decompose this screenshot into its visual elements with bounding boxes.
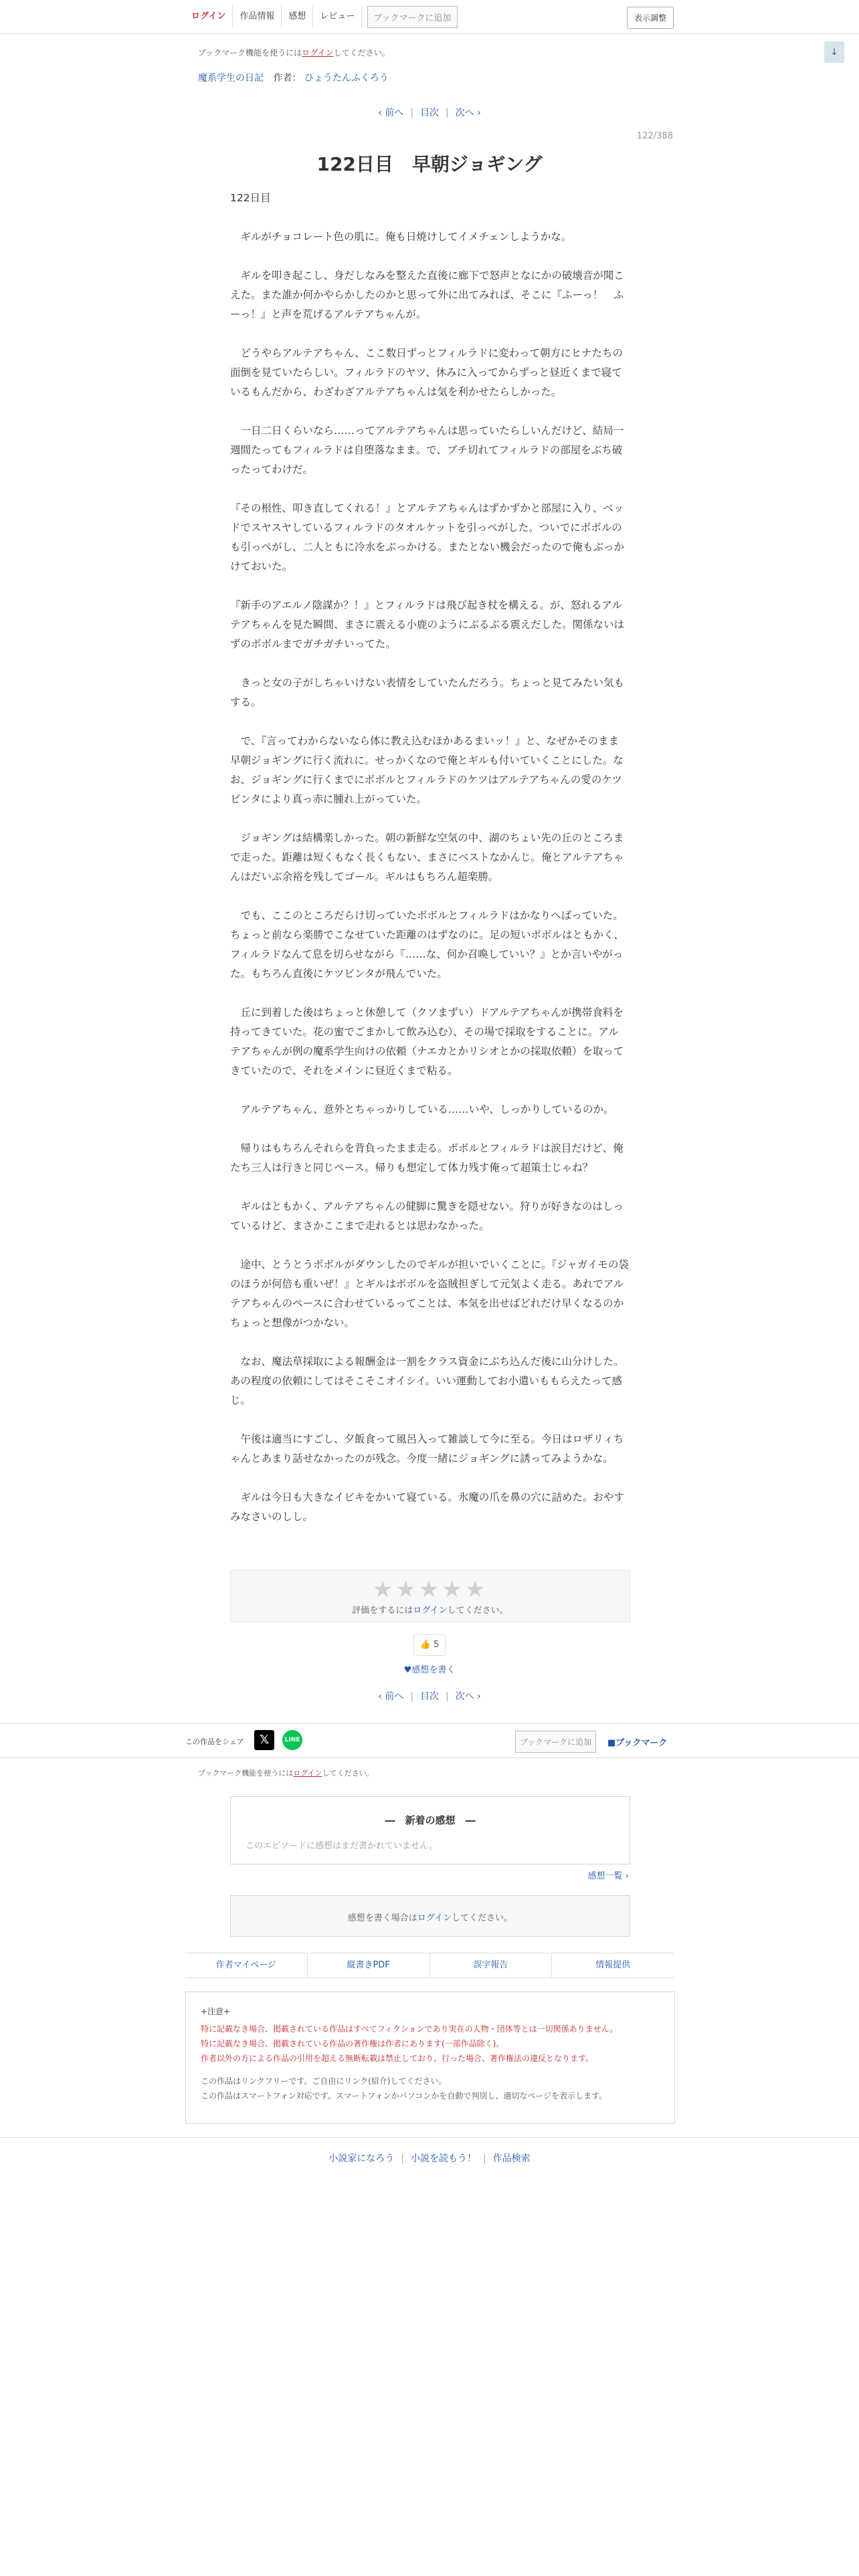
- bookmark-link[interactable]: ■ブックマーク: [607, 1738, 668, 1748]
- top-nav: [185, 5, 458, 28]
- body-paragraph: ギルは今日も大きなイビキをかいて寝ている。氷魔の爪を鼻の穴に詰めた。おやすみなさいのしし。: [230, 1491, 624, 1523]
- body-paragraph: きっと女の子がしちゃいけない表情をしていたんだろう。ちょっと見てみたい気もする。: [230, 677, 625, 708]
- pager-top: ‹ 前へ | 目次 | 次へ ›: [378, 108, 481, 118]
- body-paragraph: 途中、とうとうボボルがダウンしたのでギルが担いでいくことに。『ジャガイモの袋のほうが何倍も重いぜ！』とギルはボボルを盗賊担ぎして元気よく走る。あれでアルテアちゃんのペースに合わせているってことは、本気を出せばどれだけ早くなるのかちょっと想像がつかない。: [230, 1259, 629, 1329]
- rating-suffix: してください。: [447, 1606, 508, 1616]
- notes-red-line: 特に記載なき場合、掲載されている作品の著作権は作者にあります(一部作品除く)。: [201, 2039, 504, 2048]
- next-link[interactable]: 次へ ›: [455, 108, 481, 118]
- x-share-icon[interactable]: 𝕏: [254, 1730, 274, 1750]
- body-paragraph: 帰りはもちろんそれらを背負ったまま走る。ボボルとフィルラドは涙目だけど、俺たち三人は行きと同じペース。帰りも想定して体力残す俺って超策士じゃね？: [230, 1142, 624, 1174]
- notes-red-line: 特に記載なき場合、掲載されている作品はすべてフィクションであり実在の人物・団体等とは一切関係ありません。: [201, 2024, 618, 2034]
- notes-heading: +注意+: [201, 2007, 231, 2016]
- review-link[interactable]: レビュー: [313, 5, 362, 28]
- info-provide-link[interactable]: 情報提供: [595, 1960, 631, 1970]
- tools-bar: [185, 1953, 674, 1978]
- latest-title: ― 新着の感想 ―: [385, 1814, 476, 1826]
- pager-bottom: ‹ 前へ | 目次 | 次へ ›: [378, 1691, 481, 1702]
- rating-panel: [230, 1570, 630, 1622]
- thumbs-up-icon: 👍: [419, 1640, 431, 1650]
- notes-gray-line: この作品はスマートフォン対応です。スマートフォンかパソコンかを自動で判別し、適切なページを表示します。: [201, 2091, 607, 2101]
- footer-yomou-link[interactable]: 小説を読もう！: [411, 2153, 476, 2164]
- body-paragraph: 『その根性、叩き直してくれる！』とアルテアちゃんはずかずかと部屋に入り、ベッドでスヤスヤしているフィルラドのタオルケットを引っぺがした。ついでにボボルのも引っぺがし、二人ともに冷水をぶっかける。またとない機会だったので俺もぶっかけておいた。: [230, 502, 625, 572]
- prev-link[interactable]: ‹ 前へ: [378, 108, 404, 118]
- write-prefix: 感想を書く場合は: [347, 1913, 417, 1923]
- footer: 小説家になろう | 小説を読もう！ | 作品検索: [0, 2137, 859, 2175]
- rating-notice: [231, 1603, 630, 1616]
- notes-red-line: 作者以外の方による作品の引用を超える無断転載は禁止しており、行った場合、著作権法の違反となります。: [201, 2054, 594, 2063]
- body-paragraph: ギルを叩き起こし、身だしなみを整えた直後に廊下で怒声となにかの破壊音が聞こえた。また誰か何かやらかしたのかと思って外に出てみれば、そこに『ふーっ！ ふーっ！』と声を荒げるアルテアちゃんが。: [230, 270, 624, 320]
- body-paragraph: で、『言ってわからないなら体に教え込むほかあるまいッ！』と、なぜかそのまま早朝ジョギングに行く流れに。せっかくなので俺とギルも付いていくことにした。なお、ジョギングに行くまでにボボルとフィルラドのケツはアルテアちゃんの愛のケツビンタにより真っ赤に腫れ上がっていた。: [230, 735, 624, 805]
- work-info-line: [0, 71, 859, 84]
- prev-link-bottom[interactable]: ‹ 前へ: [378, 1691, 404, 1702]
- footer-narou-link[interactable]: 小説家になろう: [328, 2153, 395, 2164]
- latest-impressions-box: [230, 1796, 630, 1864]
- notes-box: [185, 1992, 675, 2124]
- login-link[interactable]: ログイン: [185, 5, 233, 28]
- body-paragraph: ジョギングは結構楽しかった。朝の新鮮な空気の中、湖のちょい先の丘のところまで走った。距離は短くもなく長くもない、まさにベストなかんじ。俺とアルテアちゃんはだいぶ余裕を残してゴール。ギルはもちろん超楽勝。: [230, 832, 624, 883]
- impressions-list-link[interactable]: 感想一覧 ›: [587, 1871, 629, 1881]
- work-title-link[interactable]: 魔系学生の日記: [198, 73, 264, 84]
- body-paragraph: 『新手のアエルノ陰謀か？！』とフィルラドは飛び起き杖を構える。が、怒れるアルテアちゃんを見た瞬間、まさに震える小鹿のようにぶるぶる震えだした。関係ないはずのボボルまでガチガチいってた。: [230, 599, 625, 650]
- notice-prefix: ブックマーク機能を使うには: [198, 48, 302, 58]
- scroll-down-icon[interactable]: ↓: [824, 41, 844, 63]
- body-paragraph: 丘に到着した後はちょっと休憩して（クソまずい）ドアルテアちゃんが携帯食料を持ってきていた。花の蜜でごまかして飲み込む）、その場で採取をすることに。アルテアちゃんが例の魔系学生向けの依頼（ナエカとかリシオとかの採取依頼）を取ってきていたので、それをメインに昼近くまで粘る。: [230, 1006, 624, 1077]
- write-impression-link[interactable]: ♥感想を書く: [403, 1665, 456, 1675]
- toc-link-bottom[interactable]: 目次: [420, 1691, 439, 1702]
- notice-suffix-bottom: してください。: [322, 1769, 374, 1778]
- body-paragraph: ギルはともかく、アルテアちゃんの健脚に驚きを隠せない。狩りが好きなのはしっているけど、まさかここまで走れるとは思わなかった。: [230, 1200, 624, 1232]
- body-paragraph: ギルがチョコレート色の肌に。俺も日焼けしてイメチェンしようかな。: [230, 231, 572, 243]
- episode-counter: 122/388: [636, 131, 673, 141]
- body-paragraph: 一日二日くらいなら……ってアルテアちゃんは思っていたらしいんだけど、結局一週間たってもフィルラドは自堕落なまま。で、ブチ切れてフィルラドの部屋をぶち破ったってわけだ。: [230, 425, 624, 475]
- good-button[interactable]: [413, 1634, 446, 1656]
- body-paragraph: なお、魔法草採取による報酬金は一割をクラス資金にぶち込んだ後に山分けした。あの程度の依頼にしてはそこそこオイシイ。いい運動してお小遣いももらえたって感じ。: [230, 1356, 624, 1406]
- body-paragraph: でも、ここのところだらけ切っていたボボルとフィルラドはかなりへばっていた。ちょっと前なら楽勝でこなせていた距離のはずなのに。足の短いボボルはともかく、フィルラドなんて息を切らせながら『……な、何か召喚していい？』とか言いやがった。もちろん直後にケツビンタが飛んでいた。: [230, 909, 624, 980]
- impressions-link[interactable]: 感想: [282, 5, 313, 28]
- rating-login-link[interactable]: ログイン: [413, 1606, 448, 1616]
- bookmark-notice-bottom: [0, 1767, 859, 1778]
- notice-prefix-bottom: ブックマーク機能を使うには: [198, 1769, 294, 1778]
- work-info-link[interactable]: 作品情報: [233, 5, 282, 28]
- write-suffix: してください。: [452, 1913, 513, 1923]
- bookmark-add-button[interactable]: ブックマークに追加: [367, 6, 457, 28]
- good-count: 5: [434, 1640, 440, 1650]
- next-link-bottom[interactable]: 次へ ›: [455, 1691, 481, 1702]
- share-bar: [0, 1723, 859, 1758]
- author-mypage-link[interactable]: 作者マイページ: [185, 1953, 308, 1977]
- body-paragraph: 午後は適当にすごし、夕飯食って風呂入って雑談して今に至る。今日はロザリィちゃんとあまり話せなかったのが残念。今度一緒にジョギングに誘ってみようかな。: [230, 1433, 624, 1465]
- display-settings-button[interactable]: 表示調整: [627, 7, 674, 29]
- author-label: 作者：: [273, 73, 302, 84]
- notice-login-link-bottom[interactable]: ログイン: [293, 1769, 322, 1778]
- author-link[interactable]: ひょうたんふくろう: [304, 73, 389, 84]
- footer-search-link[interactable]: 作品検索: [492, 2153, 531, 2164]
- body-paragraph: アルテアちゃん、意外とちゃっかりしている……いや、しっかりしているのか。: [230, 1103, 614, 1115]
- toc-link[interactable]: 目次: [420, 108, 439, 118]
- rating-prefix: 評価をするには: [352, 1606, 413, 1616]
- share-label: この作品をシェア: [185, 1737, 244, 1746]
- episode-body: [230, 189, 629, 1546]
- latest-empty: このエピソードに感想はまだ書かれていません。: [246, 1841, 438, 1851]
- vertical-pdf-link[interactable]: 縦書きPDF: [308, 1953, 430, 1977]
- notice-suffix: してください。: [333, 48, 390, 58]
- bookmark-add-button-bottom[interactable]: ブックマークに追加: [515, 1731, 596, 1753]
- body-paragraph: どうやらアルテアちゃん、ここ数日ずっとフィルラドに変わって朝方にヒナたちの面倒を見ていたらしい。フィルラドのヤツ、休みに入ってからずっと昼近くまで寝ているもんだから、わざわざアルテアちゃんは気を利かせたらしかった。: [230, 347, 623, 398]
- notes-gray-line: この作品はリンクフリーです。ご自由にリンク(紹介)してください。: [201, 2076, 447, 2086]
- episode-title: 122日目 早朝ジョギング: [316, 153, 543, 175]
- rating-stars[interactable]: ★★★★★: [372, 1576, 488, 1603]
- bookmark-notice: [0, 47, 859, 58]
- write-login-link[interactable]: ログイン: [417, 1913, 452, 1923]
- episode-date-line: 122日目: [230, 192, 271, 204]
- line-share-icon[interactable]: LINE: [282, 1730, 302, 1750]
- write-notice-box: [230, 1895, 630, 1937]
- top-header: [0, 0, 859, 34]
- notice-login-link[interactable]: ログイン: [302, 48, 334, 58]
- typo-report-link[interactable]: 誤字報告: [430, 1953, 553, 1977]
